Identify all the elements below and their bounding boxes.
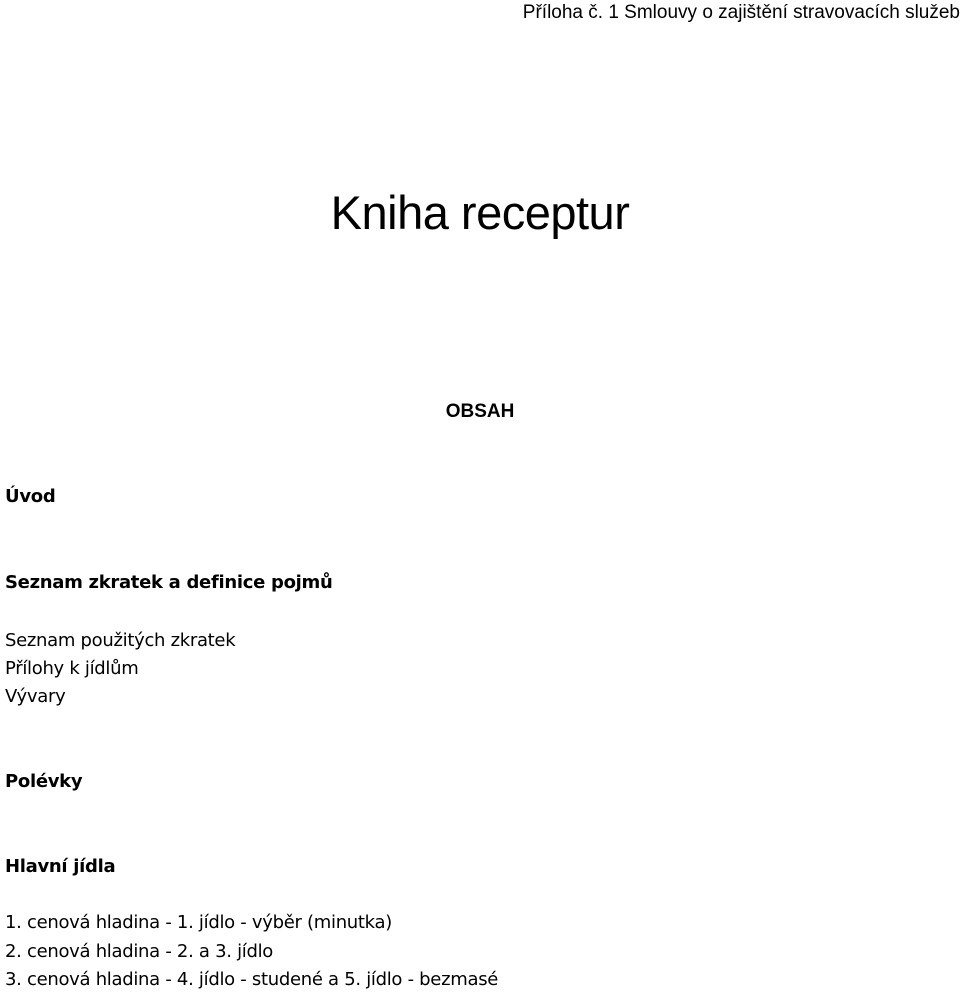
toc-section-main-dishes: Hlavní jídla [5, 856, 116, 877]
toc-item-price-level-3: 3. cenová hladina - 4. jídlo - studené a 5. jídlo - bezmasé [5, 969, 499, 990]
toc-item-price-level-1: 1. cenová hladina - 1. jídlo - výběr (minutka) [5, 912, 392, 933]
header-note: Příloha č. 1 Smlouvy o zajištění stravovacích služeb [522, 2, 960, 23]
toc-heading: OBSAH [445, 401, 515, 422]
toc-section-abbreviations: Seznam zkratek a definice pojmů [5, 572, 333, 593]
toc-item-side-dishes: Přílohy k jídlům [5, 658, 139, 679]
toc-section-soups: Polévky [5, 771, 83, 792]
toc-item-abbreviations-list: Seznam použitých zkratek [5, 630, 236, 651]
toc-item-price-level-2: 2. cenová hladina - 2. a 3. jídlo [5, 941, 274, 962]
document-title: Kniha receptur [330, 186, 630, 239]
toc-section-uvod: Úvod [5, 486, 56, 507]
toc-item-broths: Vývary [5, 686, 66, 707]
